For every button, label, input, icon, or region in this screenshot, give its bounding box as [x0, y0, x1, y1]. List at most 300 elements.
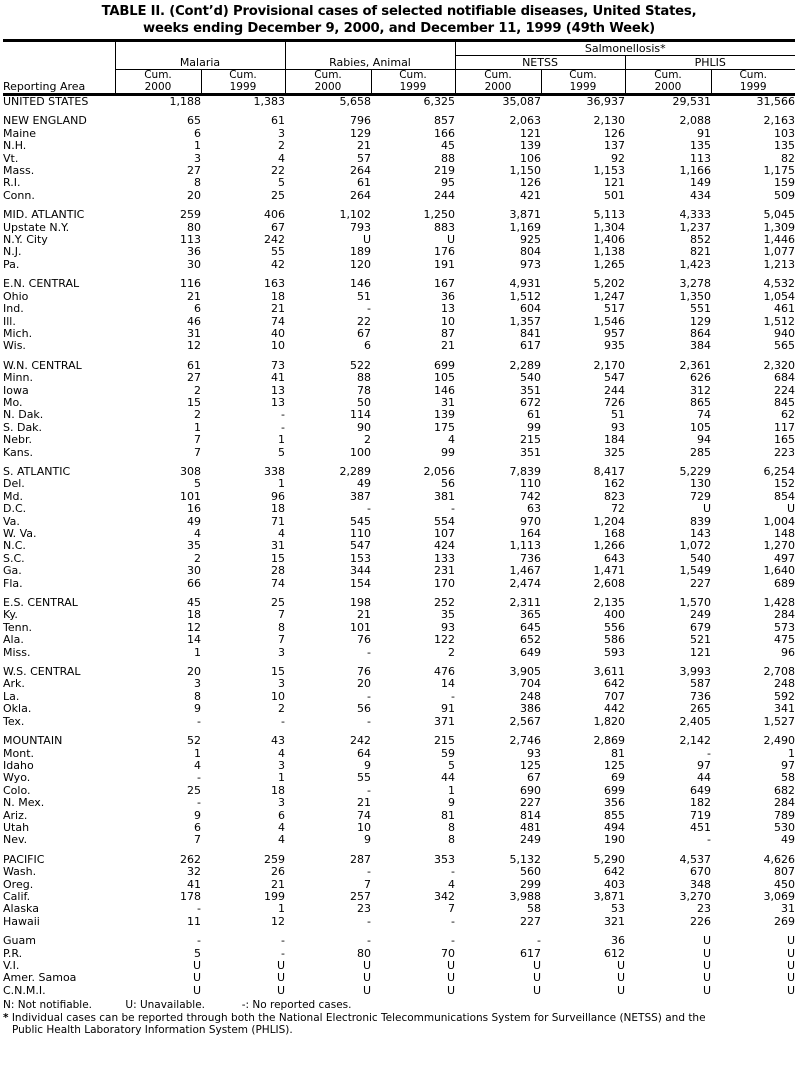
row-value-cell: -: [451, 934, 455, 948]
row-value-cell: 40: [271, 326, 285, 340]
row-value-cell: 165: [774, 433, 796, 447]
row-value-cell: 284: [774, 796, 796, 810]
header-col-netss-2000: [455, 70, 541, 95]
row-value-cell: 13: [271, 383, 285, 397]
row-value-cell: 670: [690, 865, 711, 879]
row-value-cell: 110: [520, 477, 541, 491]
row-value-cell: 64: [357, 746, 371, 760]
row-value-cell: 338: [264, 464, 285, 478]
row-value-cell: 31: [271, 539, 285, 553]
row-value-cell: 41: [187, 877, 201, 891]
row-value-cell: 215: [434, 734, 455, 748]
row-value-cell: 105: [434, 371, 455, 385]
row-value-cell: 7: [194, 445, 201, 459]
spacer-cell: [3, 928, 795, 935]
row-value-cell: 41: [271, 371, 285, 385]
notifiable-diseases-table: [3, 39, 795, 997]
row-value-cell: 100: [350, 445, 371, 459]
row-value-cell: 1,471: [593, 564, 625, 578]
row-value-cell: 3: [194, 677, 201, 691]
row-value-cell: 351: [520, 445, 541, 459]
row-value-cell: 101: [350, 620, 371, 634]
row-area-label: Wash.: [3, 865, 37, 879]
row-area-label: Mont.: [3, 746, 35, 760]
row-value-cell: 3: [278, 758, 285, 772]
row-area-label: Ohio: [3, 289, 29, 303]
row-area-label: Ala.: [3, 633, 24, 647]
row-value-cell: 2,056: [423, 464, 455, 478]
row-value-cell: 152: [774, 477, 796, 491]
row-value-cell: U: [616, 983, 625, 997]
row-value-cell: 90: [357, 420, 371, 434]
row-value-cell: 69: [611, 771, 625, 785]
row-value-cell: 1,304: [593, 220, 625, 234]
row-value-cell: 191: [434, 257, 455, 271]
row-value-cell: 20: [357, 677, 371, 691]
row-value-cell: -: [281, 946, 285, 960]
row-value-cell: 224: [774, 383, 796, 397]
row-value-cell: 729: [690, 489, 711, 503]
row-value-cell: 3: [194, 151, 201, 165]
row-value-cell: 1,570: [679, 596, 711, 610]
row-value-cell: 5,113: [593, 208, 625, 222]
row-value-cell: 18: [187, 608, 201, 622]
table-row: [3, 540, 795, 552]
row-area-label: Idaho: [3, 758, 34, 772]
row-value-cell: 3,871: [509, 208, 541, 222]
row-value-cell: 61: [357, 176, 371, 190]
row-value-cell: 50: [357, 395, 371, 409]
table-row: [3, 222, 795, 234]
row-value-cell: 51: [611, 408, 625, 422]
table-row: [3, 372, 795, 384]
row-value-cell: 814: [520, 808, 541, 822]
row-value-cell: 287: [350, 852, 371, 866]
row-value-cell: 509: [774, 188, 796, 202]
table-row: [3, 115, 795, 127]
row-value-cell: 2,608: [593, 576, 625, 590]
table-row: [3, 360, 795, 372]
row-value-cell: 122: [434, 633, 455, 647]
row-value-cell: 103: [774, 126, 796, 140]
row-value-cell: 36: [441, 289, 455, 303]
row-value-cell: 81: [441, 808, 455, 822]
spacer-cell: [3, 590, 795, 597]
row-value-cell: 57: [357, 151, 371, 165]
table-row: [3, 516, 795, 528]
row-value-cell: 3: [278, 677, 285, 691]
table-row: [3, 935, 795, 947]
table-body: [3, 95, 795, 998]
row-value-cell: 4: [194, 527, 201, 540]
row-value-cell: 540: [690, 551, 711, 565]
row-value-cell: 1,546: [593, 314, 625, 328]
row-area-label: Vt.: [3, 151, 19, 165]
row-value-cell: 823: [604, 489, 625, 503]
row-value-cell: 649: [690, 783, 711, 797]
row-value-cell: 5: [448, 758, 455, 772]
table-row: [3, 972, 795, 984]
row-value-cell: 135: [774, 139, 796, 153]
row-value-cell: 66: [187, 576, 201, 590]
row-value-cell: 259: [180, 208, 201, 222]
row-value-cell: 88: [357, 371, 371, 385]
row-value-cell: 4,333: [679, 208, 711, 222]
row-area-label: N.H.: [3, 139, 27, 153]
row-value-cell: U: [532, 983, 541, 997]
row-value-cell: 121: [520, 126, 541, 140]
row-value-cell: 67: [357, 326, 371, 340]
row-value-cell: 149: [690, 176, 711, 190]
row-area-label: Md.: [3, 489, 23, 503]
row-value-cell: 796: [350, 114, 371, 128]
row-value-cell: 148: [774, 527, 796, 540]
row-value-cell: 3,069: [763, 889, 796, 903]
row-value-cell: 106: [520, 151, 541, 165]
row-value-cell: 4,532: [763, 277, 796, 291]
row-value-cell: 135: [690, 139, 711, 153]
row-value-cell: 476: [434, 665, 455, 679]
row-value-cell: U: [446, 983, 455, 997]
row-value-cell: 2,708: [763, 665, 796, 679]
row-value-cell: 18: [271, 783, 285, 797]
row-value-cell: 22: [271, 164, 285, 178]
row-value-cell: 264: [350, 164, 371, 178]
row-value-cell: 684: [774, 371, 796, 385]
row-value-cell: 178: [180, 889, 201, 903]
row-value-cell: 15: [187, 395, 201, 409]
row-value-cell: 61: [187, 358, 201, 372]
row-value-cell: 29,531: [672, 95, 711, 108]
row-value-cell: -: [451, 502, 455, 516]
row-value-cell: 9: [364, 758, 371, 772]
row-value-cell: 1,309: [763, 220, 796, 234]
row-value-cell: 1,266: [593, 539, 625, 553]
table-row: [3, 735, 795, 747]
row-value-cell: 4,537: [679, 852, 711, 866]
row-value-cell: 269: [774, 914, 796, 928]
row-value-cell: 58: [527, 902, 541, 916]
row-area-label: N.C.: [3, 539, 26, 553]
row-value-cell: -: [197, 796, 201, 810]
row-value-cell: 44: [441, 771, 455, 785]
row-value-cell: U: [192, 983, 201, 997]
row-value-cell: 522: [350, 358, 371, 372]
row-value-cell: 8: [448, 833, 455, 847]
header-col-top: Cum.: [314, 69, 342, 81]
row-value-cell: -: [281, 420, 285, 434]
row-value-cell: 2: [278, 139, 285, 153]
row-value-cell: -: [367, 302, 371, 316]
row-value-cell: 1,204: [593, 514, 625, 528]
header-col-phlis-1999: [711, 70, 795, 95]
row-value-cell: 87: [441, 326, 455, 340]
header-blank-rabies-top: [285, 41, 455, 56]
row-value-cell: 2,289: [339, 464, 371, 478]
footnote-star-line-2: Public Health Laboratory Information System (PHLIS).: [12, 1024, 293, 1037]
row-value-cell: 4: [278, 746, 285, 760]
row-value-cell: 170: [434, 576, 455, 590]
row-value-cell: 162: [604, 477, 625, 491]
row-value-cell: 252: [434, 596, 455, 610]
spacer-cell: [3, 353, 795, 360]
row-value-cell: 35: [441, 608, 455, 622]
row-value-cell: 1: [278, 771, 285, 785]
row-area-label: Tenn.: [3, 620, 33, 634]
table-row: [3, 303, 795, 315]
title-line-2: weeks ending December 9, 2000, and December 11, 1999 (49th Week): [142, 21, 655, 36]
row-value-cell: 4: [278, 527, 285, 540]
row-value-cell: 28: [271, 564, 285, 578]
row-value-cell: 5,658: [339, 95, 371, 108]
row-value-cell: 10: [271, 339, 285, 353]
row-value-cell: 4: [194, 758, 201, 772]
row-value-cell: 257: [350, 889, 371, 903]
row-area-label: S. ATLANTIC: [3, 464, 71, 478]
row-value-cell: 3,905: [509, 665, 541, 679]
row-value-cell: 2,567: [509, 714, 541, 728]
row-value-cell: 612: [604, 946, 625, 960]
row-value-cell: 227: [520, 796, 541, 810]
row-value-cell: 312: [690, 383, 711, 397]
row-value-cell: 31: [781, 902, 796, 916]
row-area-label: N. Mex.: [3, 796, 45, 810]
spacer-cell: [3, 728, 795, 735]
row-area-label: N.Y. City: [3, 233, 48, 247]
row-value-cell: 23: [357, 902, 371, 916]
row-value-cell: 117: [774, 420, 796, 434]
row-value-cell: 501: [604, 188, 625, 202]
row-value-cell: U: [786, 971, 796, 985]
header-col-top: Cum.: [484, 69, 512, 81]
row-value-cell: 219: [434, 164, 455, 178]
row-value-cell: 793: [350, 220, 371, 234]
row-value-cell: 74: [271, 314, 285, 328]
table-row: [3, 190, 795, 202]
table-row: [3, 278, 795, 290]
row-value-cell: 31: [441, 395, 455, 409]
row-value-cell: 3: [278, 796, 285, 810]
row-value-cell: 30: [187, 257, 201, 271]
row-value-cell: 105: [690, 420, 711, 434]
row-value-cell: -: [197, 934, 201, 948]
row-value-cell: 59: [441, 746, 455, 760]
row-area-label: Wis.: [3, 339, 26, 353]
row-value-cell: 61: [527, 408, 541, 422]
row-value-cell: 4,931: [509, 277, 541, 291]
row-value-cell: 342: [434, 889, 455, 903]
row-value-cell: 807: [774, 865, 796, 879]
row-value-cell: 1,175: [763, 164, 796, 178]
row-value-cell: 21: [357, 796, 371, 810]
row-value-cell: 76: [357, 665, 371, 679]
row-value-cell: 1,138: [593, 245, 625, 259]
table-row: [3, 597, 795, 609]
row-value-cell: 1: [194, 420, 201, 434]
row-value-cell: 12: [271, 914, 285, 928]
row-value-cell: 547: [350, 539, 371, 553]
row-value-cell: 7: [364, 877, 371, 891]
row-value-cell: 116: [180, 277, 201, 291]
table-row: [3, 622, 795, 634]
table-row: [3, 703, 795, 715]
row-value-cell: 15: [271, 551, 285, 565]
row-value-cell: 789: [774, 808, 796, 822]
row-value-cell: 6: [278, 808, 285, 822]
table-row: [3, 854, 795, 866]
row-value-cell: 461: [774, 302, 796, 316]
table-row-spacer: [3, 847, 795, 854]
row-value-cell: 2,320: [763, 358, 796, 372]
row-value-cell: 679: [690, 620, 711, 634]
header-col-top: Cum.: [654, 69, 682, 81]
row-value-cell: 21: [441, 339, 455, 353]
row-area-label: V.I.: [3, 959, 20, 972]
row-value-cell: 1,527: [763, 714, 796, 728]
row-value-cell: 4,626: [763, 852, 796, 866]
row-value-cell: 6,254: [763, 464, 796, 478]
row-value-cell: 2,135: [593, 596, 625, 610]
row-value-cell: -: [451, 865, 455, 879]
table-row: [3, 772, 795, 784]
row-value-cell: 22: [357, 314, 371, 328]
row-value-cell: 163: [264, 277, 285, 291]
row-value-cell: 1,077: [763, 245, 796, 259]
row-value-cell: 1,213: [763, 257, 796, 271]
row-value-cell: 970: [520, 514, 541, 528]
row-value-cell: 176: [434, 245, 455, 259]
row-value-cell: 2,361: [679, 358, 711, 372]
row-value-cell: 139: [434, 408, 455, 422]
row-value-cell: 80: [357, 946, 371, 960]
table-row: [3, 434, 795, 446]
row-value-cell: 643: [604, 551, 625, 565]
row-area-label: Calif.: [3, 889, 31, 903]
row-value-cell: 7: [194, 833, 201, 847]
row-value-cell: 854: [774, 489, 796, 503]
table-row-spacer: [3, 728, 795, 735]
row-value-cell: 719: [690, 808, 711, 822]
row-value-cell: 70: [441, 946, 455, 960]
row-value-cell: -: [451, 914, 455, 928]
row-value-cell: 547: [604, 371, 625, 385]
row-value-cell: 2,142: [679, 734, 711, 748]
row-value-cell: 935: [604, 339, 625, 353]
row-value-cell: 56: [441, 477, 455, 491]
row-value-cell: -: [367, 502, 371, 516]
header-col-top: Cum.: [399, 69, 427, 81]
row-value-cell: 2,405: [679, 714, 711, 728]
row-value-cell: 15: [271, 665, 285, 679]
row-area-label: Mich.: [3, 326, 33, 340]
footnote-star-line-1: Individual cases can be reported through both the National Electronic Telecommunications System for Surveillance (NETSS) and the: [8, 1011, 706, 1024]
row-value-cell: 35,087: [502, 95, 541, 108]
row-value-cell: 189: [350, 245, 371, 259]
row-value-cell: 617: [520, 339, 541, 353]
table-row: [3, 503, 795, 515]
row-value-cell: 386: [520, 702, 541, 716]
row-value-cell: 36: [187, 245, 201, 259]
row-value-cell: U: [786, 983, 796, 997]
row-value-cell: 434: [690, 188, 711, 202]
row-value-cell: 16: [187, 502, 201, 516]
row-value-cell: -: [537, 934, 541, 948]
row-value-cell: 497: [774, 551, 796, 565]
table-row-spacer: [3, 459, 795, 466]
asterisk-icon: *: [3, 1011, 9, 1024]
row-value-cell: 120: [350, 257, 371, 271]
row-area-label: Upstate N.Y.: [3, 220, 70, 234]
table-row: [3, 422, 795, 434]
row-value-cell: 299: [520, 877, 541, 891]
row-value-cell: 2: [448, 645, 455, 659]
row-value-cell: 53: [611, 902, 625, 916]
row-value-cell: 107: [434, 527, 455, 540]
row-value-cell: 642: [604, 677, 625, 691]
row-value-cell: 424: [434, 539, 455, 553]
row-value-cell: 690: [520, 783, 541, 797]
row-value-cell: 704: [520, 677, 541, 691]
row-value-cell: 1,265: [593, 257, 625, 271]
row-value-cell: 26: [271, 865, 285, 879]
row-value-cell: 1,054: [763, 289, 796, 303]
row-value-cell: 707: [604, 689, 625, 703]
row-area-label: R.I.: [3, 176, 21, 190]
row-value-cell: 1,169: [509, 220, 541, 234]
row-value-cell: 7,839: [509, 464, 541, 478]
row-value-cell: 5: [278, 445, 285, 459]
row-value-cell: -: [281, 934, 285, 948]
header-col-bottom: 1999: [229, 80, 257, 93]
row-area-label: Okla.: [3, 702, 32, 716]
row-value-cell: 96: [271, 489, 285, 503]
row-value-cell: 91: [441, 702, 455, 716]
row-value-cell: 242: [264, 233, 285, 247]
row-value-cell: U: [276, 983, 285, 997]
header-col-netss-1999: [541, 70, 625, 95]
row-value-cell: 540: [520, 371, 541, 385]
row-value-cell: 82: [781, 151, 796, 165]
row-value-cell: 31,566: [756, 95, 796, 108]
row-area-label: D.C.: [3, 502, 27, 516]
row-value-cell: 67: [527, 771, 541, 785]
table-row: [3, 578, 795, 590]
row-value-cell: 593: [604, 645, 625, 659]
row-value-cell: 9: [194, 808, 201, 822]
row-value-cell: 556: [604, 620, 625, 634]
row-value-cell: 143: [690, 527, 711, 540]
row-value-cell: 25: [271, 596, 285, 610]
row-value-cell: 652: [520, 633, 541, 647]
header-col-top: Cum.: [229, 69, 257, 81]
row-value-cell: 1,640: [763, 564, 796, 578]
table-row: [3, 797, 795, 809]
row-area-label: Miss.: [3, 645, 31, 659]
row-value-cell: 114: [350, 408, 371, 422]
row-value-cell: 450: [774, 877, 796, 891]
row-value-cell: 2,063: [509, 114, 541, 128]
row-value-cell: 139: [520, 139, 541, 153]
row-value-cell: 125: [604, 758, 625, 772]
table-row: [3, 985, 795, 997]
footnotes: [3, 999, 795, 1037]
row-value-cell: 5: [194, 946, 201, 960]
row-value-cell: 2,490: [763, 734, 796, 748]
row-value-cell: 164: [520, 527, 541, 540]
row-value-cell: 215: [520, 433, 541, 447]
row-area-label: W.N. CENTRAL: [3, 358, 82, 372]
row-value-cell: 839: [690, 514, 711, 528]
